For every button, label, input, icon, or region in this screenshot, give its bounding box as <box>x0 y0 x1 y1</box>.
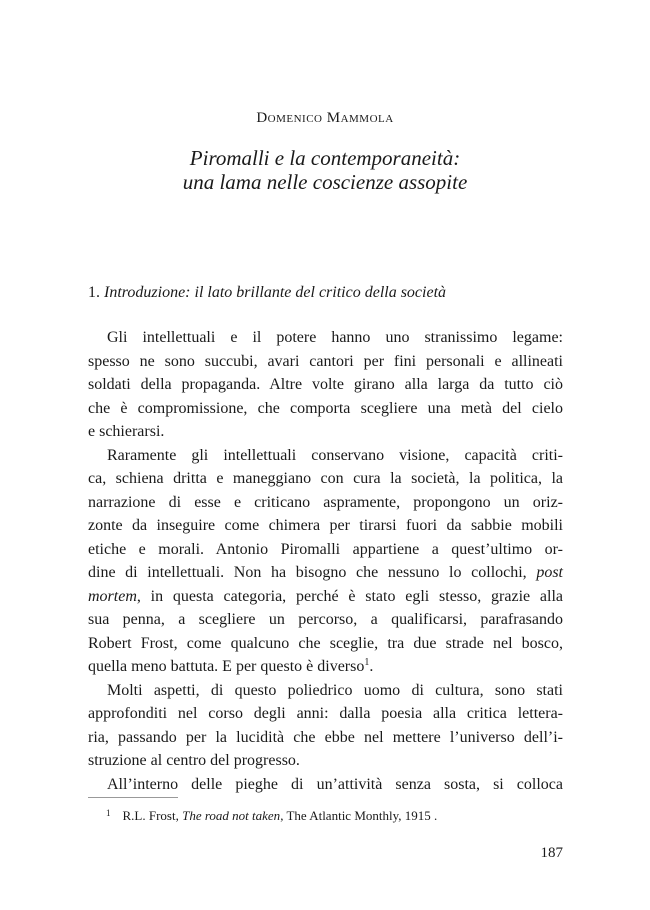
section-number: 1. <box>88 284 100 301</box>
footnote-reference[interactable]: 1 <box>364 657 370 668</box>
body-text <box>88 326 563 796</box>
footnote-work-title: The road not taken <box>182 808 281 823</box>
paragraph-line: etiche e morali. Antonio Piromalli appartiene a quest’ultimo or- <box>88 540 563 558</box>
paragraph-line: Molti aspetti, di questo poliedrico uomo di cultura, sono stati <box>107 681 563 699</box>
footnote-text: R.L. Frost, <box>122 808 183 823</box>
paragraph-line: zonte da inseguire come chimera per tirarsi fuori da sabbie mobili <box>88 517 563 534</box>
paragraph-line: Raramente gli intellettuali conservano visione, capacità criti- <box>107 446 563 464</box>
footnote-marker: 1 <box>106 808 111 818</box>
paragraph-line <box>88 655 563 679</box>
paragraph-line <box>88 561 563 585</box>
line-text: . <box>369 658 374 675</box>
line-text: dine di intellettuali. Non ha bisogno che nessuno lo collochi, <box>88 564 527 581</box>
section-title: Introduzione: il lato brillante del critico della società <box>104 284 447 301</box>
paragraph-line: sua penna, a scegliere un percorso, a qualificarsi, parafrasando <box>88 611 563 628</box>
title-line-1: Piromalli e la contemporaneità: <box>189 146 461 170</box>
paragraph-line: Gli intellettuali e il potere hanno uno stranissimo legame: <box>107 329 563 346</box>
paragraph-line <box>88 585 563 609</box>
paragraph-line: narrazione di esse e criticano aspramente, propongono un oriz- <box>88 493 563 511</box>
paragraph-line: ca, schiena dritta e maneggiano con cura la società, la politica, la <box>88 470 563 487</box>
paragraph-line: ria, passando per la lucidità che ebbe nel mettere l’universo dell’i- <box>88 728 563 746</box>
section-heading <box>88 284 446 302</box>
paragraph-line: approfonditi nel corso degli anni: dalla poesia alla critica lettera- <box>88 705 563 722</box>
footnote-divider <box>88 797 178 798</box>
paragraph-line: che è compromissione, che comporta scegliere una metà del cielo <box>88 399 563 417</box>
line-text: , in questa categoria, perché è stato egli stesso, grazie alla <box>136 587 563 605</box>
paragraph-line: Robert Frost, come qualcuno che sceglie, tra due strade nel bosco, <box>88 634 563 652</box>
page-number: 187 <box>540 845 563 861</box>
paragraph-line: soldati della propaganda. Altre volte girano alla larga da tutto ciò <box>88 376 563 393</box>
line-text: quella meno battuta. E per questo è diverso <box>88 658 365 675</box>
footnote-text: , The Atlantic Monthly, 1915 . <box>280 808 438 823</box>
italic-phrase: post <box>536 564 563 581</box>
italic-phrase: mortem <box>88 587 137 605</box>
footnote <box>106 808 437 824</box>
title-line-2: una lama nelle coscienze assopite <box>182 170 468 194</box>
paragraph-line: struzione al centro del progresso. <box>88 752 300 769</box>
paragraph-line: e schierarsi. <box>88 423 165 440</box>
article-title <box>0 146 650 194</box>
paragraph-line: spesso ne sono succubi, avari cantori per fini personali e allineati <box>88 352 563 370</box>
author-name: Domenico Mammola <box>256 110 394 126</box>
paragraph-line: All’interno delle pieghe di un’attività senza sosta, si colloca <box>107 775 563 793</box>
